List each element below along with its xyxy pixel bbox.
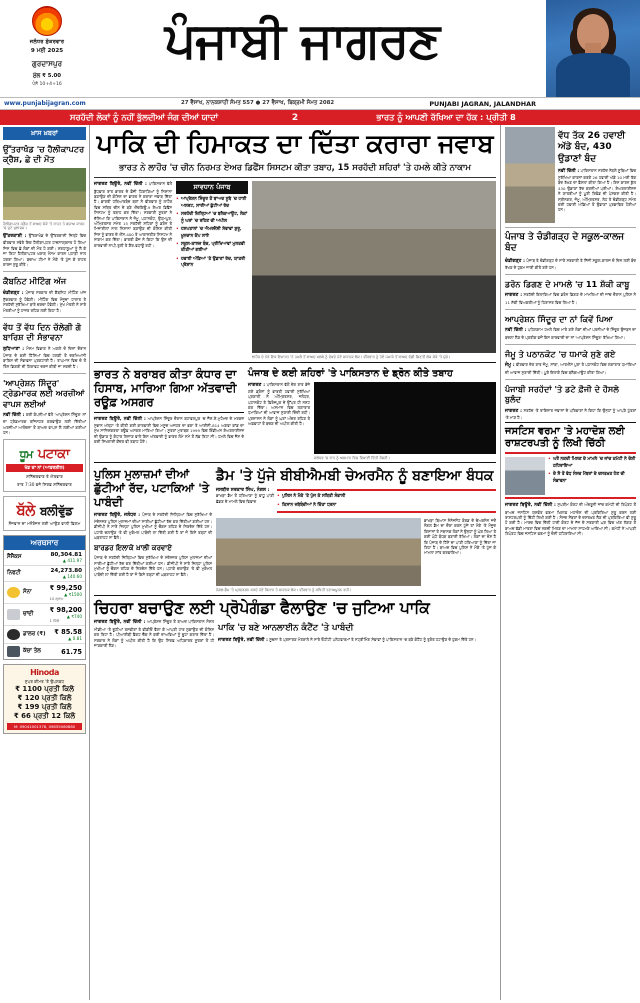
sidebar-text-1: ਪੰਜਾਬ ਸਰਕਾਰ ਦੀ ਕੈਬਨਿਟ ਮੀਟਿੰਗ ਅੱਜ ਸ਼ੁੱਕਰਵਾਰ ਨੂੰ ਹੋਵੇਗੀ। ਮੀਟਿੰਗ ਵਿਚ ਮੌਜੂਦਾ ਹਾਲਾਤ ਤੇ ਸਰਹੱਦੀ ਸੁਰੱਖਿਆ ਬਾਰੇ ਚਰਚਾ ਹੋਵੇਗੀ। ਮੁੱਖ ਮੰਤਰੀ ਨੇ ਸਾਰੇ ਮੰਤਰੀਆਂ ਨੂੰ ਹਾਜ਼ਰ ਰਹਿਣ ਲਈ ਕਿਹਾ ਹੈ। <box>3 289 86 313</box>
promo-right-text[interactable]: ਭਾਰਤ ਨੂੰ ਆਪਣੀ ਰੱਖਿਆ ਦਾ ਹੱਕ : ਪ੍ਰੀਤੀ 8 <box>376 112 516 122</box>
right-byline-1: ਚੰਡੀਗੜ੍ਹ : <box>505 258 525 264</box>
promo-banner <box>0 110 640 125</box>
list-item[interactable] <box>3 322 86 369</box>
right-headline-1[interactable]: ਪੰਜਾਬ ਤੇ ਚੰਡੀਗੜ੍ਹ ਦੇ ਸਕੂਲ-ਕਾਲਜ ਬੰਦ <box>505 232 625 254</box>
gold-icon <box>7 587 20 598</box>
right-byline-4: ਜੰਮੂ : <box>505 363 515 369</box>
table-row <box>4 566 85 582</box>
main-column <box>90 125 500 1000</box>
story-text-propaganda: ਆਪ੍ਰੇਸ਼ਨ ਸਿੰਦੂਰ ਤੋਂ ਬਾਅਦ ਪਾਕਿਸਤਾਨ ਸੋਸ਼ਲ ਮੀਡੀਆ 'ਤੇ ਝੂਠੀਆਂ ਤਸਵੀਰਾਂ ਤੇ ਵੀਡੀਓ ਫੈਲਾ ਕੇ ਆਪਣੀ ਹਾਰ ਲੁਕਾਉਣ ਦੀ ਕੋਸ਼ਿਸ਼ ਕਰ ਰਿਹਾ ਹੈ। ਪੀਆਈਬੀ ਫ਼ੈਕਟ ਚੈੱਕ ਨੇ ਕਈ ਦਾਅਵਿਆਂ ਨੂੰ ਝੂਠਾ ਕਰਾਰ ਦਿੱਤਾ ਹੈ। ਸਰਕਾਰ ਨੇ ਲੋਕਾਂ ਨੂੰ ਅਪੀਲ ਕੀਤੀ ਹੈ ਕਿ ਉਹ ਸਿਰਫ਼ ਅਧਿਕਾਰਤ ਸੂਤਰਾਂ ਤੋਂ ਹੀ ਜਾਣਕਾਰੀ ਲੈਣ। <box>94 619 215 648</box>
main-photo-destroyed-building <box>252 181 496 353</box>
protest-crowd-photo <box>216 518 421 586</box>
calendar-dates: 27 ਵੈਸਾਖ, ਨਾਨਕਸ਼ਾਹੀ ਸੰਮਤ 557 ● 27 ਵੈਸਾਖ, ਬਿਕ੍ਰਮੀ ਸੰਮਤ 2082 <box>180 100 335 106</box>
story-headline-police[interactable]: ਪੁਲਿਸ ਮੁਲਾਜ਼ਮਾਂ ਦੀਆਂ ਛੁੱਟੀਆਂ ਰੱਦ, ਪਟਾਕਿਆਂ 'ਤੇ ਪਾਬੰਦੀ <box>94 467 210 509</box>
newspaper-brand: ਪੰਜਾਬੀ ਜਾਗਰਣ <box>164 12 440 69</box>
market-value-5: 61.75 <box>61 647 82 656</box>
promo-ad-line2: ਪਟਾਕਾ <box>37 447 70 463</box>
promo2-line3: ਨੌਜਵਾਨ ਦਾ ਮਨੋਰੰਜਨ ਲਈ ਆਉਣ ਵਾਲੀ ਫ਼ਿਲਮ <box>8 521 81 527</box>
verma-text: ਸੁਪਰੀਮ ਕੋਰਟ ਦੀ ਅੰਦਰੂਨੀ ਜਾਂਚ ਕਮੇਟੀ ਦੀ ਰਿਪੋਰਟ ਤੋਂ ਬਾਅਦ ਜਸਟਿਸ ਯਸ਼ਵੰਤ ਵਰਮਾ ਖ਼ਿਲਾਫ਼ ਮਹਾਦੋਸ਼ ਦੀ ਪ੍ਰਕਿਰਿਆ ਸ਼ੁਰੂ ਕਰਨ ਲਈ ਰਾਸ਼ਟਰਪਤੀ ਨੂੰ ਚਿੱਠੀ ਲਿਖੀ ਗਈ ਹੈ। ਸੰਸਦ ਮੈਂਬਰਾਂ ਦੇ ਦਸਤਖ਼ਤ ਲੈਣ ਦੀ ਪ੍ਰਕਿਰਿਆ ਵੀ ਸ਼ੁਰੂ ਹੋ ਗਈ ਹੈ। ਮਾਰਚ ਵਿਚ ਦਿੱਲੀ ਹਾਈ ਕੋਰਟ ਦੇ ਜੱਜ ਦੇ ਸਰਕਾਰੀ ਘਰ ਵਿਚ ਅੱਗ ਲੱਗਣ ਤੋਂ ਬਾਅਦ ਵੱਡੀ ਮਾਤਰਾ ਵਿਚ ਨਕਦੀ ਮਿਲਣ ਦਾ ਮਾਮਲਾ ਸਾਹਮਣੇ ਆਇਆ ਸੀ। ਕਮੇਟੀ ਨੇ ਆਪਣੀ ਰਿਪੋਰਟ ਵਿਚ ਜਸਟਿਸ ਵਰਮਾ ਨੂੰ ਦੋਸ਼ੀ ਠਹਿਰਾਇਆ ਸੀ। <box>505 502 636 537</box>
oil-icon <box>7 646 20 657</box>
page-title: ਪਾਕਿ ਦੀ ਹਿਮਾਕਤ ਦਾ ਦਿੱਤਾ ਕਰਾਰਾ ਜਵਾਬ <box>96 129 494 159</box>
right-byline-5: ਜਾਗਰਣ : <box>505 408 523 414</box>
right-text-4: ਵੀਰਵਾਰ ਦੇਰ ਰਾਤ ਜੰਮੂ, ਸਾਂਬਾ, ਆਰਐੱਸ ਪੁਰਾ ਤੇ ਪਠਾਨਕੋਟ ਵਿਚ ਲਗਾਤਾਰ ਧਮਾਕਿਆਂ ਦੀ ਆਵਾਜ਼ ਸੁਣਾਈ ਦਿੱਤੀ। ਪੂਰੇ ਇਲਾਕੇ ਵਿਚ ਬਲੈਕਆਊਟ ਕੀਤਾ ਗਿਆ। <box>505 362 636 375</box>
masthead-date: 9 ਮਈ 2025 <box>30 47 64 54</box>
story-drones[interactable] <box>248 366 496 460</box>
byline-3: ਨਵੀਂ ਦਿੱਲੀ : <box>3 412 25 418</box>
market-value-4: ₹ 85.58 <box>54 628 82 637</box>
verma-bullet-0: • ਘਰੋਂ ਨਕਦੀ ਮਿਲਣ ਦੇ ਮਾਮਲੇ 'ਚ ਜਾਂਚ ਕਮੇਟੀ ਨੇ ਦੋਸ਼ੀ ਠਹਿਰਾਇਆ <box>548 457 636 470</box>
list-item[interactable] <box>3 276 86 313</box>
right-headline-3[interactable]: ਆਪ੍ਰੇਸ਼ਨ ਸਿੰਦੂਰ ਦਾ ਨਾਂ ਕਿਵੇਂ ਪਿਆ <box>505 314 614 325</box>
sidebar-kicker: ਖ਼ਾਸ ਖ਼ਬਰਾਂ <box>3 127 86 140</box>
story-bbmb[interactable] <box>216 466 496 592</box>
promo-ad-line4: ਸ਼ਨਿੱਚਰਵਾਰ ਤੇ ਐਤਵਾਰ <box>26 474 63 480</box>
story-headline-bbmb[interactable]: ਡੈਮ 'ਤੇ ਪੁੱਜੇ ਬੀਬੀਐਮਬੀ ਚੇਅਰਮੈਨ ਨੂੰ ਬਣਾਇਆ ਬੰਧਕ <box>216 468 494 485</box>
promo-left-text[interactable]: ਸਰਹੱਦੀ ਲੋਕਾਂ ਨੂੰ ਨਹੀਂ ਭੁੱਲਦੀਆਂ ਜੰਗ ਦੀਆਂ ਯਾਦਾਂ <box>69 112 218 122</box>
market-sub-2: 10 ਗ੍ਰਾਮ <box>49 597 64 602</box>
story-text-drones: ਪਾਕਿਸਤਾਨ ਵੱਲੋਂ ਦੇਰ ਰਾਤ ਭੇਜੇ ਗਏ ਡ੍ਰੋਨਾਂ ਨੂੰ ਭਾਰਤੀ ਹਵਾਈ ਸੁਰੱਖਿਆ ਪ੍ਰਣਾਲੀ ਨੇ ਅੰਮ੍ਰਿਤਸਰ, ਜਲੰਧਰ, ਪਠਾਨਕੋਟ ਤੇ ਫ਼ਿਰੋਜ਼ਪੁਰ ਦੇ ਉੱਪਰ ਹੀ ਨਸ਼ਟ ਕਰ ਦਿੱਤਾ। ਅਸਮਾਨ ਵਿਚ ਲਗਾਤਾਰ ਧਮਾਕਿਆਂ ਦੀ ਆਵਾਜ਼ ਸੁਣਾਈ ਦਿੰਦੀ ਰਹੀ। ਪ੍ਰਸ਼ਾਸਨ ਨੇ ਲੋਕਾਂ ਨੂੰ ਘਰਾਂ ਅੰਦਰ ਰਹਿਣ ਤੇ ਅਫ਼ਵਾਹਾਂ ਤੋਂ ਬਚਣ ਦੀ ਅਪੀਲ ਕੀਤੀ ਹੈ। <box>248 381 310 427</box>
market-summary-box <box>3 535 86 660</box>
story-text-bbmb: ਭਾਖੜਾ ਬਿਆਸ ਮੈਨੇਜਮੈਂਟ ਬੋਰਡ ਦੇ ਚੇਅਰਮੈਨ ਜਦੋਂ ਨੰਗਲ ਡੈਮ ਦਾ ਦੌਰਾ ਕਰਨ ਪੁੱਜੇ ਤਾਂ ਮੌਕੇ 'ਤੇ ਮੌਜੂਦ ਕਿਸਾਨਾਂ ਤੇ ਸਥਾਨਕ ਲੋਕਾਂ ਨੇ ਉਨ੍ਹਾਂ ਨੂੰ ਘੇਰ ਲਿਆ ਤੇ ਕਈ ਘੰਟੇ ਬੰਧਕ ਬਣਾਈ ਰੱਖਿਆ। ਲੋਕਾਂ ਦਾ ਦੋਸ਼ ਹੈ ਕਿ ਪੰਜਾਬ ਦੇ ਹਿੱਸੇ ਦਾ ਪਾਣੀ ਹਰਿਆਣਾ ਨੂੰ ਦਿੱਤਾ ਜਾ ਰਿਹਾ ਹੈ। ਬਾਅਦ ਵਿਚ ਪੁਲਿਸ ਨੇ ਮੌਕੇ 'ਤੇ ਪੁੱਜ ਕੇ ਮਾਮਲਾ ਸ਼ਾਂਤ ਕਰਵਾਇਆ। <box>424 518 497 556</box>
table-row <box>4 626 85 644</box>
story-text-police: ਪੰਜਾਬ ਦੇ ਸਰਹੱਦੀ ਜ਼ਿਲ੍ਹਿਆਂ ਵਿਚ ਸੁਰੱਖਿਆ ਦੇ ਮੱਦੇਨਜ਼ਰ ਪੁਲਿਸ ਮੁਲਾਜ਼ਮਾਂ ਦੀਆਂ ਸਾਰੀਆਂ ਛੁੱਟੀਆਂ ਰੱਦ ਕਰ ਦਿੱਤੀਆਂ ਗਈਆਂ ਹਨ। ਡੀਜੀਪੀ ਨੇ ਸਾਰੇ ਜ਼ਿਲ੍ਹਾ ਪੁਲਿਸ ਮੁਖੀਆਂ ਨੂੰ ਚੌਕਸ ਰਹਿਣ ਦੇ ਨਿਰਦੇਸ਼ ਦਿੱਤੇ ਹਨ। ਪਟਾਕੇ ਚਲਾਉਣ 'ਤੇ ਵੀ ਮੁਕੰਮਲ ਪਾਬੰਦੀ ਲਾ ਦਿੱਤੀ ਗਈ ਹੈ ਤਾਂ ਜੋ ਕਿਸੇ ਤਰ੍ਹਾਂ ਦੀ ਘਬਰਾਹਟ ਨਾ ਫੈਲੇ। <box>94 511 213 541</box>
bbmb-photo-caption: ਨੰਗਲ ਡੈਮ 'ਤੇ ਪ੍ਰਦਰਸ਼ਨ ਕਰਦੇ ਹੋਏ ਕਿਸਾਨ ਤੇ ਸਥਾਨਕ ਲੋਕ। ਵੀਰਵਾਰ ਨੂੰ ਸਥਿਤੀ ਤਣਾਅਪੂਰਨ ਰਹੀ। <box>216 588 352 592</box>
lead-byline: ਜਾਗਰਣ ਬਿਊਰੋ, ਨਵੀਂ ਦਿੱਲੀ : <box>94 182 147 188</box>
byline-ott: ਜਾਗਰਣ ਬਿਊਰੋ, ਨਵੀਂ ਦਿੱਲੀ : <box>218 638 268 644</box>
dollar-icon <box>7 629 20 640</box>
market-change-2: ▲ ₹1500 <box>64 592 82 598</box>
right-text-0: ਪਾਕਿਸਤਾਨ ਸਰਹੱਦ ਨੇੜਲੇ ਸੂਬਿਆਂ ਵਿਚ ਸੁਰੱਖਿਆ ਕਾਰਨਾਂ ਕਰਕੇ 26 ਹਵਾਈ ਅੱਡੇ 10 ਮਈ ਤੱਕ ਬੰਦ ਰੱਖਣ ਦਾ ਫ਼ੈਸਲਾ ਕੀਤਾ ਗਿਆ ਹੈ। ਇਸ ਕਾਰਨ ਕੁੱਲ 430 ਉਡਾਣਾਂ ਰੱਦ ਕਰਨੀਆਂ ਪਈਆਂ। ਏਅਰਲਾਈਨਜ਼ ਨੇ ਯਾਤਰੀਆਂ ਨੂੰ ਪੂਰੀ ਰਿਫੰਡ ਦੀ ਪੇਸ਼ਕਸ਼ ਕੀਤੀ ਹੈ। ਸ੍ਰੀਨਗਰ, ਜੰਮੂ, ਅੰਮ੍ਰਿਤਸਰ, ਲੇਹ ਤੇ ਚੰਡੀਗੜ੍ਹ ਸਮੇਤ ਕਈ ਹਵਾਈ ਅੱਡਿਆਂ ਤੋਂ ਉਡਾਣਾਂ ਪ੍ਰਭਾਵਿਤ ਹੋਈਆਂ ਹਨ। <box>558 167 636 213</box>
lead-story-row <box>94 181 496 360</box>
story-soldiers[interactable] <box>505 384 636 420</box>
ad-price-4: ₹ 66 ਪ੍ਰਤੀ 12 ਕਿਲੋ <box>13 711 76 720</box>
right-text-5: ਸਰਹੱਦ 'ਤੇ ਤਾਇਨਾਤ ਜਵਾਨਾਂ ਦੇ ਪਰਿਵਾਰਾਂ ਨੇ ਕਿਹਾ ਕਿ ਉਨ੍ਹਾਂ ਨੂੰ ਆਪਣੇ ਪੁੱਤਰਾਂ 'ਤੇ ਮਾਣ ਹੈ। <box>505 407 636 420</box>
silver-icon <box>7 609 20 620</box>
sidebar-photo-helicopter <box>3 168 86 220</box>
promo-ad-line3: ਖੇਡ ਦਾ ਨਾਂ (ਆਫ਼ਰਸ਼ੀਲ) <box>6 464 83 472</box>
byline-kandahar: ਜਾਗਰਣ ਬਿਊਰੋ, ਨਵੀਂ ਦਿੱਲੀ : <box>94 416 146 422</box>
fact-item-2: • ਹਸਪਤਾਲਾਂ 'ਚ ਐਮਰਜੈਂਸੀ ਸੇਵਾਵਾਂ ਸ਼ੁਰੂ, ਖ਼ੂਨਦਾਨ ਕੈਂਪ ਲਾਏ <box>176 227 248 240</box>
sidebar-photo-caption-0: ਹੈਲੀਕਾਪਟਰ ਕ੍ਰੈਸ਼ ਤੋਂ ਬਾਅਦ ਮੌਕੇ 'ਤੇ ਰਾਹਤ ਤੇ ਬਚਾਅ ਕਾਰਜ 'ਚ ਜੁਟੇ ਮੁਲਾਜ਼ਮ। <box>3 221 85 231</box>
sun-logo-icon <box>32 6 62 36</box>
fact-box-title: ਸਾਵਧਾਨ ਪੰਜਾਬ <box>176 181 248 194</box>
promo-ad-line5: ਰਾਤ 7:30 ਵਜੇ ਸਿਰਫ਼ ਸ਼ਨਿੱਚਰਵਾਰ <box>17 482 72 488</box>
story-text-kandahar: ਆਪ੍ਰੇਸ਼ਨ ਸਿੰਦੂਰ ਦੌਰਾਨ ਬਹਾਵਲਪੁਰ 'ਚ ਜੈਸ਼-ਏ-ਮੁਹੰਮਦ ਦੇ ਮਰਕਜ਼ ਸੁਭਾਨ ਅੱਲ੍ਹਾ 'ਤੇ ਕੀਤੀ ਗਈ ਕਾਰਵਾਈ ਵਿਚ ਮਸੂਦ ਅਜ਼ਹਰ ਦਾ ਭਰਾ ਤੇ ਆਈਸੀ-814 ਅਗਵਾ ਕਾਂਡ ਦਾ ਮੁੱਖ ਸਾਜ਼ਿਸ਼ਕਰਤਾ ਰਊਫ਼ ਅਸਗਰ ਮਾਰਿਆ ਗਿਆ। ਸੂਤਰਾਂ ਮੁਤਾਬਕ 1999 ਵਿਚ ਇੰਡੀਅਨ ਏਅਰਲਾਈਨਜ਼ ਦੀ ਉਡਾਣ ਨੂੰ ਕੰਧਾਰ ਲਿਜਾਣ ਵਾਲੇ ਇਸ ਅੱਤਵਾਦੀ ਨੂੰ ਭਾਰਤ ਲੰਮੇ ਸਮੇਂ ਤੋਂ ਲੱਭ ਰਿਹਾ ਸੀ। ਹਮਲੇ ਵਿਚ ਜੈਸ਼ ਦੇ ਕਈ ਸਿਖਲਾਈ ਕੇਂਦਰ ਵੀ ਤਬਾਹ ਹੋਏ। <box>94 415 245 445</box>
fact-box <box>176 181 248 360</box>
market-value-3: ₹ 98,200 <box>49 606 82 615</box>
story-text-ott: ਸੂਚਨਾ ਤੇ ਪ੍ਰਸਾਰਣ ਮੰਤਰਾਲੇ ਨੇ ਸਾਰੇ ਓਟੀਟੀ ਪਲੇਟਫਾਰਮਾਂ ਤੇ ਸਟ੍ਰੀਮਿੰਗ ਸੇਵਾਵਾਂ ਨੂੰ ਪਾਕਿਸਤਾਨ 'ਚ ਬਣੇ ਕੰਟੈਂਟ ਨੂੰ ਤੁਰੰਤ ਹਟਾਉਣ ਦੇ ਹੁਕਮ ਦਿੱਤੇ ਹਨ। <box>269 637 477 643</box>
table-row <box>4 582 85 604</box>
story-propaganda[interactable] <box>94 599 496 648</box>
right-headline-2[interactable]: ਡਰੋਨ ਡਿਗਣ ਦੇ ਮਾਮਲੇ 'ਚ 11 ਸ਼ੱਕੀ ਕਾਬੂ <box>505 279 630 290</box>
secondary-story-row <box>94 366 496 460</box>
right-headline-4[interactable]: ਜੰਮੂ ਤੇ ਪਠਾਨਕੋਟ 'ਚ ਧਮਾਕੇ ਸੁਣੇ ਗਏ <box>505 349 616 360</box>
ad-brand-name: Hinoda <box>30 668 59 678</box>
sidebar-headline-3[interactable]: 'ਆਪ੍ਰੇਸ਼ਨ ਸਿੰਦੂਰ' ਟ੍ਰੇਡਮਾਰਕ ਲਈ ਅਰਜ਼ੀਆਂ ਵਾਪਸ ਲਈਆਂ <box>3 378 85 409</box>
story-drone-suspects[interactable] <box>505 279 636 305</box>
story-headline-propaganda[interactable]: ਚਿਹਰਾ ਬਚਾਉਣ ਲਈ ਪ੍ਰੋਪੇਗੰਡਾ ਫੈਲਾਉਣ 'ਚ ਜੁਟਿਆ ਪਾਕਿ <box>94 598 430 617</box>
market-box-title: ਅਰਥਸਾਰ <box>4 536 85 550</box>
sidebar-headline-0[interactable]: ਉੱਤਰਾਖੰਡ 'ਚ ਹੈਲੀਕਾਪਟਰ ਕ੍ਰੈਸ਼, ਛੇ ਦੀ ਮੌਤ <box>3 144 85 165</box>
story-headline-kandahar[interactable]: ਭਾਰਤ ਨੇ ਬਰਾਬਰ ਕੀਤਾ ਕੰਧਾਰ ਦਾ ਹਿਸਾਬ, ਮਾਰਿਆ ਗਿਆ ਅੱਤਵਾਦੀ ਰਊਫ਼ ਅਸਗਰ <box>94 367 237 409</box>
byline-2: ਲੁਧਿਆਣਾ : <box>3 346 25 352</box>
website-url[interactable]: www.punjabijagran.com <box>4 100 86 107</box>
right-sidebar <box>500 125 640 1000</box>
fact-item-4: • ਹਵਾਈ ਅੱਡਿਆਂ 'ਤੇ ਉਡਾਣਾਂ ਰੱਦ, ਯਾਤਰੀ ਪ੍ਰੇਸ਼ਾਨ <box>176 257 248 270</box>
subheadline-border[interactable]: ਬਾਰਡਰ ਇਲਾਕੇ ਖ਼ਾਲੀ ਕਰਵਾਏ <box>94 543 172 552</box>
main-photo-caption: ਲਾਹੌਰ ਦੇ ਨੇੜੇ ਇਕ ਇਮਾਰਤ 'ਤੇ ਹਮਲੇ ਤੋਂ ਬਾਅਦ ਮਲਬੇ ਨੂੰ ਦੇਖਦੇ ਹੋਏ ਸਥਾਨਕ ਲੋਕ। ਵੀਰਵਾਰ ਨੂੰ ਹੋਏ ਧਮਾਕੇ ਤੋਂ ਬਾਅਦ ਵੱਡੀ ਗਿਣਤੀ ਲੋਕ ਮੌਕੇ 'ਤੇ ਪੁੱਜੇ। <box>252 355 451 360</box>
sidebar-text-3: ਕਈ ਕੰਪਨੀਆਂ ਵੱਲੋਂ 'ਆਪ੍ਰੇਸ਼ਨ ਸਿੰਦੂਰ' ਨਾਂ ਦਾ ਟ੍ਰੇਡਮਾਰਕ ਰਜਿਸਟਰ ਕਰਵਾਉਣ ਲਈ ਦਿੱਤੀਆਂ ਅਰਜ਼ੀਆਂ ਆਲੋਚਨਾ ਤੋਂ ਬਾਅਦ ਵਾਪਸ ਲੈ ਲਈਆਂ ਗਈਆਂ ਹਨ। <box>3 411 86 436</box>
masthead-info <box>8 6 86 87</box>
bottom-advertisement[interactable] <box>3 664 86 734</box>
masthead-city: ਗੁਰਦਾਸਪੁਰ <box>31 58 63 68</box>
masthead-price: ਮੁੱਲ ₹ 5.00 <box>33 72 61 79</box>
market-value-0: 80,304.81 <box>50 552 82 559</box>
fact-item-3: • ਸਕੂਲ-ਕਾਲਜ ਬੰਦ, ਪ੍ਰੀਖਿਆਵਾਂ ਮੁਲਤਵੀ ਕੀਤੀਆਂ ਗਈਆਂ <box>176 242 248 255</box>
judge-portrait-photo <box>505 457 545 495</box>
sidebar-headline-2[interactable]: ਵੱਧ ਤੋਂ ਵੱਧ ਦਿਨ ਚੱਲੇਗੀ ਗੋ ਬਾਰਿਸ਼ ਦੀ ਸੰਭਾਵਨਾ <box>3 322 82 343</box>
fact-item-1: • ਸਰਹੱਦੀ ਜ਼ਿਲ੍ਹਿਆਂ 'ਚ ਬਲੈਕਆਊਟ, ਲੋਕਾਂ ਨੂੰ ਘਰਾਂ 'ਚ ਰਹਿਣ ਦੀ ਅਪੀਲ <box>176 212 248 225</box>
bottom-right-headline[interactable]: ਜਸਟਿਸ ਵਰਮਾ 'ਤੇ ਮਹਾਦੋਸ਼ ਲਈ ਰਾਸ਼ਟਰਪਤੀ ਨੂੰ ਲਿਖੀ ਚਿੱਠੀ <box>505 426 625 450</box>
story-blasts[interactable] <box>505 349 636 375</box>
ad-line1: ਸੁਪਰ ਕੀਮਤ 'ਤੇ ਉਪਲਬਧ <box>24 679 65 685</box>
story-text-police-2: ਪੰਜਾਬ ਦੇ ਸਰਹੱਦੀ ਜ਼ਿਲ੍ਹਿਆਂ ਵਿਚ ਸੁਰੱਖਿਆ ਦੇ ਮੱਦੇਨਜ਼ਰ ਪੁਲਿਸ ਮੁਲਾਜ਼ਮਾਂ ਦੀਆਂ ਸਾਰੀਆਂ ਛੁੱਟੀਆਂ ਰੱਦ ਕਰ ਦਿੱਤੀਆਂ ਗਈਆਂ ਹਨ। ਡੀਜੀਪੀ ਨੇ ਸਾਰੇ ਜ਼ਿਲ੍ਹਾ ਪੁਲਿਸ ਮੁਖੀਆਂ ਨੂੰ ਚੌਕਸ ਰਹਿਣ ਦੇ ਨਿਰਦੇਸ਼ ਦਿੱਤੇ ਹਨ। ਪਟਾਕੇ ਚਲਾਉਣ 'ਤੇ ਵੀ ਮੁਕੰਮਲ ਪਾਬੰਦੀ ਲਾ ਦਿੱਤੀ ਗਈ ਹੈ ਤਾਂ ਜੋ ਕਿਸੇ ਤਰ੍ਹਾਂ ਦੀ ਘਬਰਾਹਟ ਨਾ ਫੈਲੇ। <box>94 555 212 577</box>
market-name-2: ਸੋਨਾ <box>23 589 32 596</box>
right-headline-0[interactable]: ਵੱਧ ਤੱਕ 26 ਹਵਾਈ ਅੱਡੇ ਬੰਦ, 430 ਉਡਾਣਾਂ ਬੰਦ <box>558 131 626 164</box>
ad-price-1: ₹ 1100 ਪ੍ਰਤੀ ਕਿਲੋ <box>15 684 74 693</box>
left-sidebar <box>0 125 90 1000</box>
market-value-2: ₹ 99,250 <box>49 584 82 593</box>
table-row <box>4 550 85 566</box>
table-row <box>4 604 85 626</box>
promo-ad-dhoom[interactable] <box>3 439 86 492</box>
market-change-0: ▲ 411.97 <box>62 558 82 564</box>
ad-price-2: ₹ 120 ਪ੍ਰਤੀ ਕਿਲੋ <box>17 693 72 702</box>
right-text-1: ਪੰਜਾਬ ਤੇ ਚੰਡੀਗੜ੍ਹ ਦੇ ਸਾਰੇ ਸਰਕਾਰੀ ਤੇ ਨਿੱਜੀ ਸਕੂਲ-ਕਾਲਜ ਦੋ ਦਿਨ ਲਈ ਬੰਦ ਰੱਖਣ ਦੇ ਹੁਕਮ ਜਾਰੀ ਕੀਤੇ ਗਏ ਹਨ। <box>505 257 637 270</box>
byline-0: ਉੱਤਰਕਾਸ਼ੀ : <box>3 234 27 240</box>
night-sky-photo <box>314 382 496 454</box>
promo2-line2: ਬਲੀਵੁੱਡ <box>40 504 73 519</box>
ad-price-3: ₹ 199 ਪ੍ਰਤੀ ਕਿਲੋ <box>17 702 72 711</box>
sidebar-headline-1[interactable]: ਕੈਬਨਿਟ ਮੀਟਿੰਗ ਅੱਜ <box>3 276 67 287</box>
right-text-3: ਪਹਿਲਗਾਮ ਹਮਲੇ ਵਿਚ ਮਾਰੇ ਗਏ ਲੋਕਾਂ ਦੀਆਂ ਪਤਨੀਆਂ ਦੇ ਸਿੰਦੂਰ ਉਜੜਨ ਦਾ ਬਦਲਾ ਲੈਣ ਦੇ ਪ੍ਰਤੀਕ ਵਜੋਂ ਇਸ ਕਾਰਵਾਈ ਦਾ ਨਾਂ 'ਆਪ੍ਰੇਸ਼ਨ ਸਿੰਦੂਰ' ਰੱਖਿਆ ਗਿਆ। <box>505 327 636 340</box>
promo-ad-line1: ਧੂਮ <box>19 448 33 462</box>
market-change-4: ▲ 0.81 <box>68 636 82 642</box>
ad-phone[interactable]: M: 09041001378, 09855060880 <box>7 723 82 730</box>
story-airports[interactable] <box>558 127 636 223</box>
table-row <box>4 644 85 659</box>
right-text-2: ਸਰਹੱਦੀ ਇਲਾਕਿਆਂ ਵਿਚ ਡਰੋਨ ਡਿਗਣ ਦੇ ਮਾਮਲਿਆਂ ਦੀ ਜਾਂਚ ਦੌਰਾਨ ਪੁਲਿਸ ਨੇ 11 ਸ਼ੱਕੀ ਵਿਅਕਤੀਆਂ ਨੂੰ ਹਿਰਾਸਤ ਵਿਚ ਲਿਆ ਹੈ। <box>505 292 636 305</box>
fact-item-0: • ਆਪ੍ਰੇਸ਼ਨ ਸਿੰਦੂਰ ਤੋਂ ਬਾਅਦ ਸੂਬੇ 'ਚ ਹਾਈ ਅਲਰਟ, ਸਾਰੀਆਂ ਛੁੱਟੀਆਂ ਰੱਦ <box>176 197 248 210</box>
market-name-5: ਕੱਚਾ ਤੇਲ <box>23 648 41 655</box>
right-byline-3: ਨਵੀਂ ਦਿੱਲੀ : <box>505 328 527 334</box>
market-change-3: ▲ ₹740 <box>66 614 82 620</box>
website-strip <box>0 97 640 110</box>
main-headline-block <box>94 127 496 160</box>
byline-propaganda: ਜਾਗਰਣ ਬਿਊਰੋ, ਨਵੀਂ ਦਿੱਲੀ : <box>94 620 146 626</box>
masthead-day: ਜਲੰਧਰ ਸ਼ੁੱਕਰਵਾਰ <box>29 39 65 45</box>
market-name-0: ਸੈਂਸੈਕਸ <box>7 554 22 561</box>
lead-text: ਪਾਕਿਸਤਾਨ ਵੱਲੋਂ ਬੁੱਧਵਾਰ ਰਾਤ ਭਾਰਤ ਦੇ ਫ਼ੌਜੀ ਟਿਕਾਣਿਆਂ ਨੂੰ ਨਿਸ਼ਾਨਾ ਬਣਾਉਣ ਦੀ ਕੋਸ਼ਿਸ਼ ਦਾ ਭਾਰਤ ਨੇ ਕਰਾਰਾ ਜਵਾਬ ਦਿੱਤਾ ਹੈ। ਭਾਰਤੀ ਹਥਿਆਰਬੰਦ ਬਲਾਂ ਨੇ ਵੀਰਵਾਰ ਨੂੰ ਲਾਹੌਰ ਵਿਚ ਸਥਿਤ ਚੀਨ ਦੇ ਬਣੇ ਐੱਚਕਿਊ-9 ਏਅਰ ਡਿਫੈਂਸ ਸਿਸਟਮ ਨੂੰ ਤਬਾਹ ਕਰ ਦਿੱਤਾ। ਸਰਕਾਰੀ ਸੂਤਰਾਂ ਨੇ ਦੱਸਿਆ ਕਿ ਪਾਕਿਸਤਾਨ ਨੇ ਜੰਮੂ, ਪਠਾਨਕੋਟ, ਉਧਮਪੁਰ, ਅੰਮ੍ਰਿਤਸਰ ਸਮੇਤ 15 ਸਰਹੱਦੀ ਸ਼ਹਿਰਾਂ ਨੂੰ ਡਰੋਨ ਤੇ ਮਿਜ਼ਾਈਲਾਂ ਨਾਲ ਨਿਸ਼ਾਨਾ ਬਣਾਉਣ ਦੀ ਕੋਸ਼ਿਸ਼ ਕੀਤੀ ਜਿਸ ਨੂੰ ਭਾਰਤ ਦੇ ਐੱਸ-400 ਤੇ ਆਕਾਸ਼ਤੀਰ ਸਿਸਟਮ ਨੇ ਨਾਕਾਮ ਕਰ ਦਿੱਤਾ। ਭਾਰਤੀ ਫ਼ੌਜ ਨੇ ਕਿਹਾ ਕਿ ਉਸ ਦੀ ਕਾਰਵਾਈ ਨਾਪੀ-ਤੁਲੀ ਤੇ ਗ਼ੈਰ-ਵਧਾਊ ਰਹੀ। <box>94 181 172 248</box>
market-name-4: ਡਾਲਰ (₹) <box>23 631 46 638</box>
masthead-title <box>92 2 512 80</box>
drones-photo-caption: ਜਲੰਧਰ 'ਚ ਰਾਤ ਨੂੰ ਅਸਮਾਨ ਵਿਚ ਦਿਖਾਈ ਦਿੱਤੀ ਰੌਸ਼ਨੀ। <box>314 455 391 460</box>
right-photo-aftermath <box>505 127 555 223</box>
masthead-pages: ਪੰਨੇ 10+4+16 <box>32 81 62 87</box>
story-headline-drones[interactable]: ਪੰਜਾਬ ਦੇ ਕਈ ਸ਼ਹਿਰਾਂ 'ਤੇ ਪਾਕਿਸਤਾਨ ਦੇ ਡ੍ਰੋਨ ਕੀਤੇ ਤਬਾਹ <box>248 368 453 380</box>
sidebar-text-0: ਉੱਤਰਾਖੰਡ ਦੇ ਉੱਤਰਕਾਸ਼ੀ ਜ਼ਿਲ੍ਹੇ ਵਿਚ ਵੀਰਵਾਰ ਸਵੇਰੇ ਇਕ ਹੈਲੀਕਾਪਟਰ ਹਾਦਸਾਗ੍ਰਸਤ ਹੋ ਗਿਆ ਜਿਸ ਵਿਚ ਛੇ ਲੋਕਾਂ ਦੀ ਮੌਤ ਹੋ ਗਈ। ਸ਼ਰਧਾਲੂਆਂ ਨੂੰ ਲੈ ਕੇ ਜਾ ਰਿਹਾ ਹੈਲੀਕਾਪਟਰ ਖ਼ਰਾਬ ਮੌਸਮ ਕਾਰਨ ਪਹਾੜੀ ਨਾਲ ਟਕਰਾ ਗਿਆ। ਬਚਾਅ ਟੀਮਾਂ ਨੇ ਮੌਕੇ 'ਤੇ ਪੁੱਜ ਕੇ ਰਾਹਤ ਕਾਰਜ ਸ਼ੁਰੂ ਕੀਤੇ। <box>3 233 86 268</box>
verma-bullet-1: • ਦੋ ਸੌ ਤੋਂ ਵੱਧ ਸੰਸਦ ਮੈਂਬਰਾਂ ਦੇ ਦਸਤਖ਼ਤ ਹੋਣ ਦੀ ਸੰਭਾਵਨਾ <box>548 472 636 485</box>
masthead <box>0 0 640 97</box>
promo-page-number: 2 <box>291 112 299 123</box>
bbmb-bullet-1: • ਕਿਸਾਨ ਜਥੇਬੰਦੀਆਂ ਨੇ ਦਿੱਤਾ ਧਰਨਾ <box>277 503 496 509</box>
right-headline-5[interactable]: ਪੰਜਾਬੀ ਸਰਹੱਦਾਂ 'ਤੇ ਡਟੇ ਫ਼ੌਜੀ ਦੇ ਹੌਸਲੇ ਬੁਲੰਦ <box>505 384 619 405</box>
market-change-1: ▲ 140.60 <box>62 574 82 580</box>
right-byline-0: ਨਵੀਂ ਦਿੱਲੀ : <box>558 168 580 174</box>
sidebar-text-2: ਮੌਸਮ ਵਿਭਾਗ ਨੇ ਅਗਲੇ ਦੋ ਦਿਨਾਂ ਦੌਰਾਨ ਪੰਜਾਬ ਦੇ ਕਈ ਹਿੱਸਿਆਂ ਵਿਚ ਹਲਕੀ ਤੋਂ ਦਰਮਿਆਨੀ ਬਾਰਿਸ਼ ਦੀ ਸੰਭਾਵਨਾ ਪ੍ਰਗਟਾਈ ਹੈ। ਤਾਪਮਾਨ ਵਿਚ ਦੋ ਤੋਂ ਤਿੰਨ ਡਿਗਰੀ ਦੀ ਗਿਰਾਵਟ ਦਰਜ ਕੀਤੀ ਜਾ ਸਕਦੀ ਹੈ। <box>3 345 87 369</box>
market-sub-3: 1 ਕਿੱਲੋ <box>49 619 60 624</box>
story-sindoor-name[interactable] <box>505 314 636 340</box>
list-item[interactable] <box>3 144 86 267</box>
lead-text-column <box>94 181 172 360</box>
verma-byline: ਜਾਗਰਣ ਬਿਊਰੋ, ਨਵੀਂ ਦਿੱਲੀ : <box>505 503 556 509</box>
byline-police: ਜਾਗਰਣ ਬਿਊਰੋ, ਜਲੰਧਰ : <box>94 512 141 518</box>
anchor-photo <box>546 0 640 97</box>
promo-ad-balle[interactable] <box>3 496 86 531</box>
market-name-1: ਨਿਫਟੀ <box>7 570 21 577</box>
main-subheadline: ਭਾਰਤ ਨੇ ਲਾਹੌਰ 'ਚ ਚੀਨ ਨਿਰਮਤ ਏਅਰ ਡਿਫੈਂਸ ਸਿਸਟਮ ਕੀਤਾ ਤਬਾਹ, 15 ਸਰਹੱਦੀ ਸ਼ਹਿਰਾਂ 'ਤੇ ਹਮਲੇ ਕੀਤੇ ਨਾਕਾਮ <box>94 160 496 178</box>
bbmb-subline: ਭਾਖੜਾ ਡੈਮ ਤੋਂ ਹਰਿਆਣਾ ਨੂੰ ਵਾਧੂ ਪਾਣੀ ਛੱਡਣ ਦੇ ਮਾਮਲੇ ਵਿਚ ਵਿਵਾਦ <box>216 493 274 504</box>
right-byline-2: ਜਾਗਰਣ : <box>505 293 523 299</box>
byline-1: ਚੰਡੀਗੜ੍ਹ : <box>3 290 24 296</box>
promo2-line1: ਬੱਲੇ <box>16 501 35 520</box>
edition-name: PUNJABI JAGRAN, JALANDHAR <box>429 99 536 108</box>
story-kandahar[interactable] <box>94 366 244 460</box>
market-name-3: ਚਾਂਦੀ <box>23 611 34 618</box>
story-schools[interactable] <box>505 232 636 270</box>
third-story-row <box>94 466 496 592</box>
byline-drones: ਜਾਗਰਣ : <box>248 382 266 388</box>
story-justice-verma[interactable] <box>505 426 636 536</box>
story-police[interactable] <box>94 466 212 592</box>
lead-photo-block <box>252 181 496 360</box>
byline-bbmb: ਜਸਬੀਰ ਸਰਕਾਰ ਸਿੰਘ, ਨੰਗਲ : <box>216 488 270 494</box>
list-item[interactable] <box>3 378 86 435</box>
page-content <box>0 125 640 1000</box>
bbmb-bullet-0: • ਪੁਲਿਸ ਨੇ ਮੌਕੇ 'ਤੇ ਪੁੱਜ ਕੇ ਸਥਿਤੀ ਸੰਭਾਲੀ <box>277 494 496 500</box>
market-value-1: 24,273.80 <box>50 568 82 575</box>
story-headline-ott[interactable]: ਪਾਕਿ 'ਚ ਬਣੇ ਆਨਲਾਈਨ ਕੰਟੈਂਟ 'ਤੇ ਪਾਬੰਦੀ <box>218 623 354 634</box>
